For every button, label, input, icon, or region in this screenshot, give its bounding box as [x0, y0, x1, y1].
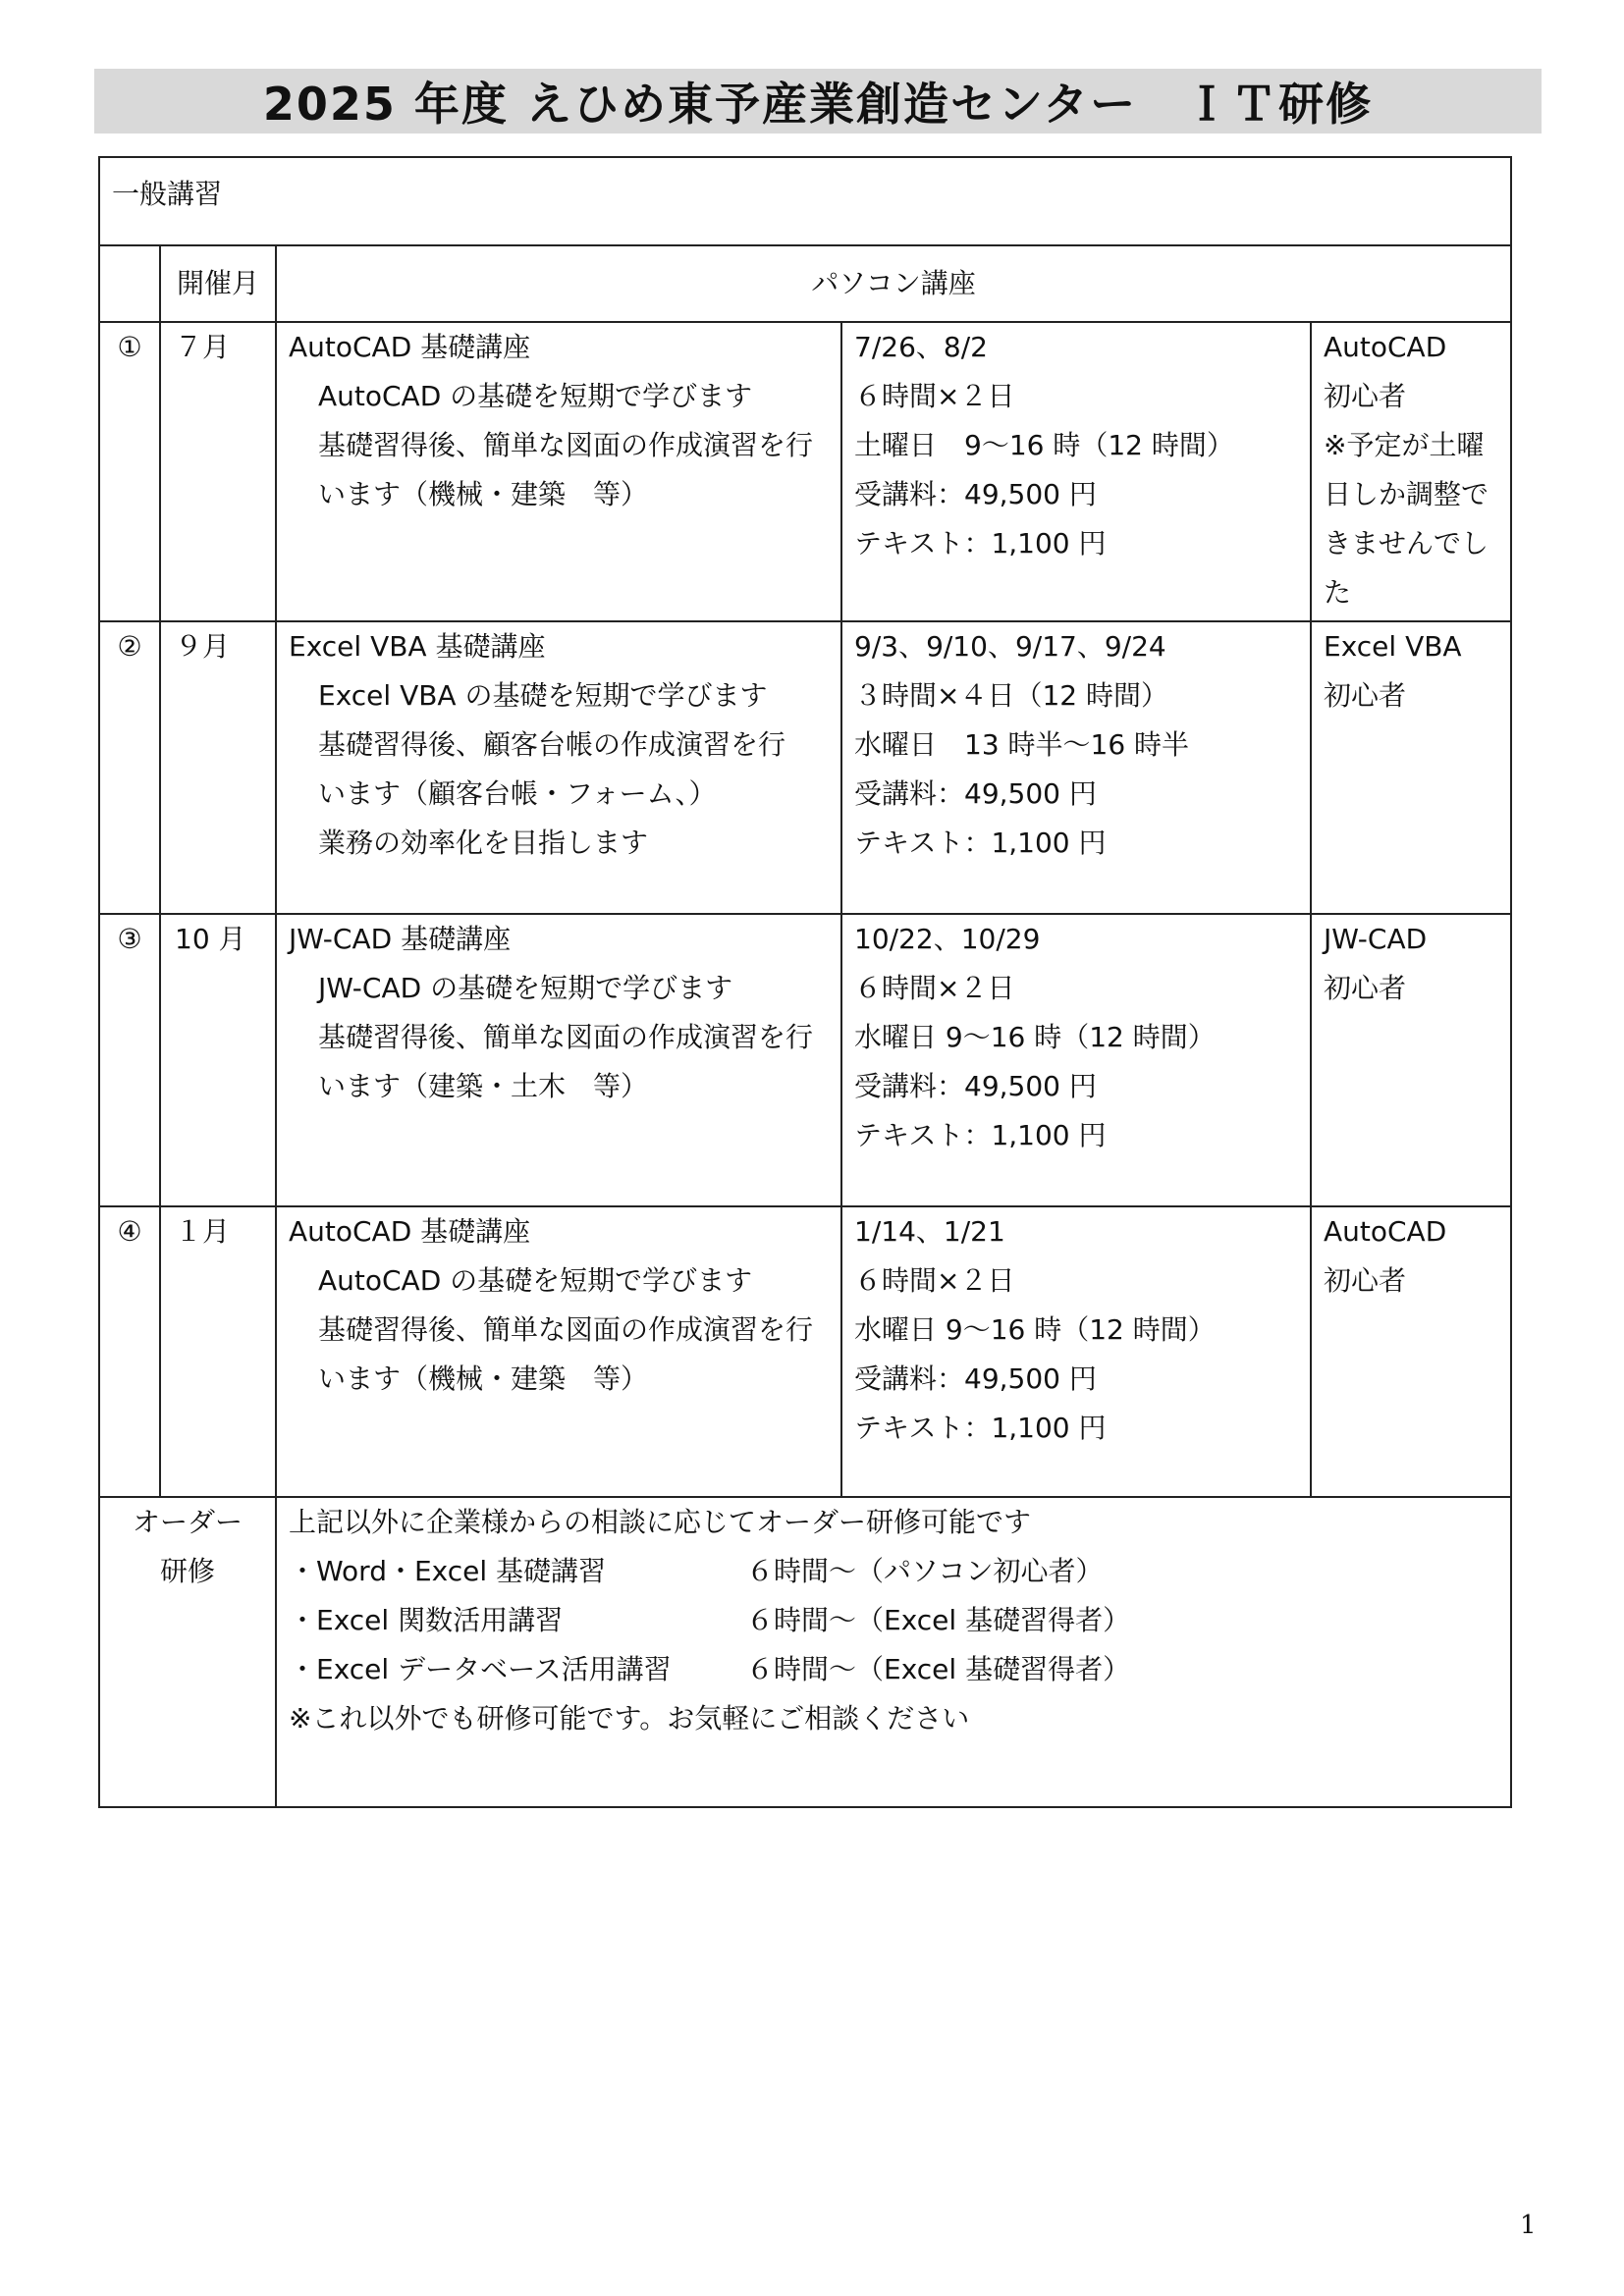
course-title: JW-CAD 基礎講座 — [289, 923, 512, 955]
course-title: AutoCAD 基礎講座 — [289, 331, 531, 363]
course-description — [276, 322, 841, 621]
order-item — [289, 1547, 1498, 1596]
schedule-line: テキスト：1,100 円 — [854, 527, 1107, 560]
order-item — [289, 1596, 1498, 1645]
course-desc-line: います（顧客台帳・フォーム、） — [318, 777, 717, 810]
target-line: AutoCAD — [1324, 331, 1447, 363]
schedule-line: 1/14、1/21 — [854, 1215, 1005, 1248]
order-item-time: ６時間～（Excel 基礎習得者） — [746, 1653, 1131, 1685]
course-desc-line: います（機械・建築 等） — [318, 1362, 649, 1395]
target-line: 初心者 — [1324, 380, 1407, 412]
course-description — [276, 1206, 841, 1497]
order-row — [99, 1497, 1511, 1807]
course-row — [99, 621, 1511, 914]
schedule-line: 受講料：49,500 円 — [854, 478, 1097, 510]
course-schedule — [841, 1206, 1311, 1497]
course-desc-line: います（建築・土木 等） — [318, 1070, 649, 1102]
order-item-time: ６時間～（Excel 基礎習得者） — [746, 1604, 1131, 1636]
target-line: JW-CAD — [1324, 923, 1428, 955]
target-line: た — [1324, 576, 1352, 609]
schedule-line: 9/3、9/10、9/17、9/24 — [854, 630, 1166, 663]
course-title: AutoCAD 基礎講座 — [289, 1215, 531, 1248]
course-desc-line: 基礎習得後、顧客台帳の作成演習を行 — [318, 728, 786, 761]
order-label-line: オーダー — [132, 1506, 243, 1538]
order-item-time: ６時間～（パソコン初心者） — [746, 1555, 1104, 1587]
course-description — [276, 914, 841, 1206]
course-row — [99, 322, 1511, 621]
course-row — [99, 1206, 1511, 1497]
section-row — [99, 157, 1511, 245]
course-desc-line: います（機械・建築 等） — [318, 478, 649, 510]
course-title: Excel VBA 基礎講座 — [289, 630, 546, 663]
schedule-line: 水曜日 9～16 時（12 時間） — [854, 1313, 1216, 1346]
course-month: 10 月 — [160, 914, 276, 1206]
course-schedule — [841, 914, 1311, 1206]
target-line: 日しか調整で — [1324, 478, 1489, 510]
schedule-line: ３時間×４日（12 時間） — [854, 679, 1168, 712]
schedule-line: ６時間×２日 — [854, 1264, 1015, 1297]
course-month: ７月 — [160, 322, 276, 621]
schedule-line: ６時間×２日 — [854, 380, 1015, 412]
course-number: ② — [99, 621, 160, 914]
page-title: 2025 年度 えひめ東予産業創造センター ＩＴ研修 — [262, 78, 1374, 131]
page-number: 1 — [1520, 2211, 1537, 2240]
order-item — [289, 1645, 1498, 1694]
course-desc-line: JW-CAD の基礎を短期で学びます — [318, 972, 733, 1004]
course-desc-line: AutoCAD の基礎を短期で学びます — [318, 1264, 753, 1297]
schedule-line: ６時間×２日 — [854, 972, 1015, 1004]
order-label — [99, 1497, 276, 1807]
course-month: １月 — [160, 1206, 276, 1497]
header-course: パソコン講座 — [276, 245, 1511, 322]
schedule-line: 10/22、10/29 — [854, 923, 1041, 955]
course-schedule — [841, 621, 1311, 914]
course-target — [1311, 914, 1511, 1206]
course-desc-line: AutoCAD の基礎を短期で学びます — [318, 380, 753, 412]
course-number: ① — [99, 322, 160, 621]
order-description — [276, 1497, 1511, 1807]
course-number: ③ — [99, 914, 160, 1206]
target-line: AutoCAD — [1324, 1215, 1447, 1248]
schedule-line: 受講料：49,500 円 — [854, 1070, 1097, 1102]
header-empty-cell — [99, 245, 160, 322]
course-desc-line: 業務の効率化を目指します — [318, 827, 649, 859]
schedule-line: 受講料：49,500 円 — [854, 1362, 1097, 1395]
title-bar — [94, 69, 1542, 133]
header-row — [99, 245, 1511, 322]
target-line: ※予定が土曜 — [1324, 429, 1485, 461]
schedule-line: テキスト：1,100 円 — [854, 1412, 1107, 1444]
course-number: ④ — [99, 1206, 160, 1497]
course-target — [1311, 621, 1511, 914]
course-target — [1311, 322, 1511, 621]
course-month: ９月 — [160, 621, 276, 914]
course-desc-line: 基礎習得後、簡単な図面の作成演習を行 — [318, 1313, 814, 1346]
order-note: ※これ以外でも研修可能です。お気軽にご相談ください — [289, 1702, 970, 1735]
order-item-name: ・Word・Excel 基礎講習 — [289, 1555, 607, 1587]
order-intro: 上記以外に企業様からの相談に応じてオーダー研修可能です — [289, 1506, 1032, 1538]
schedule-line: 土曜日 9～16 時（12 時間） — [854, 429, 1234, 461]
schedule-line: テキスト：1,100 円 — [854, 827, 1107, 859]
course-description — [276, 621, 841, 914]
target-line: Excel VBA — [1324, 630, 1462, 663]
section-label: 一般講習 — [99, 157, 1511, 245]
course-row — [99, 914, 1511, 1206]
course-desc-line: 基礎習得後、簡単な図面の作成演習を行 — [318, 429, 814, 461]
target-line: 初心者 — [1324, 972, 1407, 1004]
schedule-line: 7/26、8/2 — [854, 331, 988, 363]
order-label-line: 研修 — [159, 1555, 215, 1587]
target-line: 初心者 — [1324, 1264, 1407, 1297]
course-schedule — [841, 322, 1311, 621]
course-table — [98, 156, 1512, 1808]
header-month: 開催月 — [160, 245, 276, 322]
course-desc-line: 基礎習得後、簡単な図面の作成演習を行 — [318, 1021, 814, 1053]
course-target — [1311, 1206, 1511, 1497]
schedule-line: 水曜日 13 時半～16 時半 — [854, 728, 1190, 761]
schedule-line: 受講料：49,500 円 — [854, 777, 1097, 810]
order-item-name: ・Excel データベース活用講習 — [289, 1653, 672, 1685]
schedule-line: 水曜日 9～16 時（12 時間） — [854, 1021, 1216, 1053]
target-line: きませんでし — [1324, 527, 1489, 560]
target-line: 初心者 — [1324, 679, 1407, 712]
order-item-name: ・Excel 関数活用講習 — [289, 1604, 564, 1636]
schedule-line: テキスト：1,100 円 — [854, 1119, 1107, 1151]
course-desc-line: Excel VBA の基礎を短期で学びます — [318, 679, 768, 712]
